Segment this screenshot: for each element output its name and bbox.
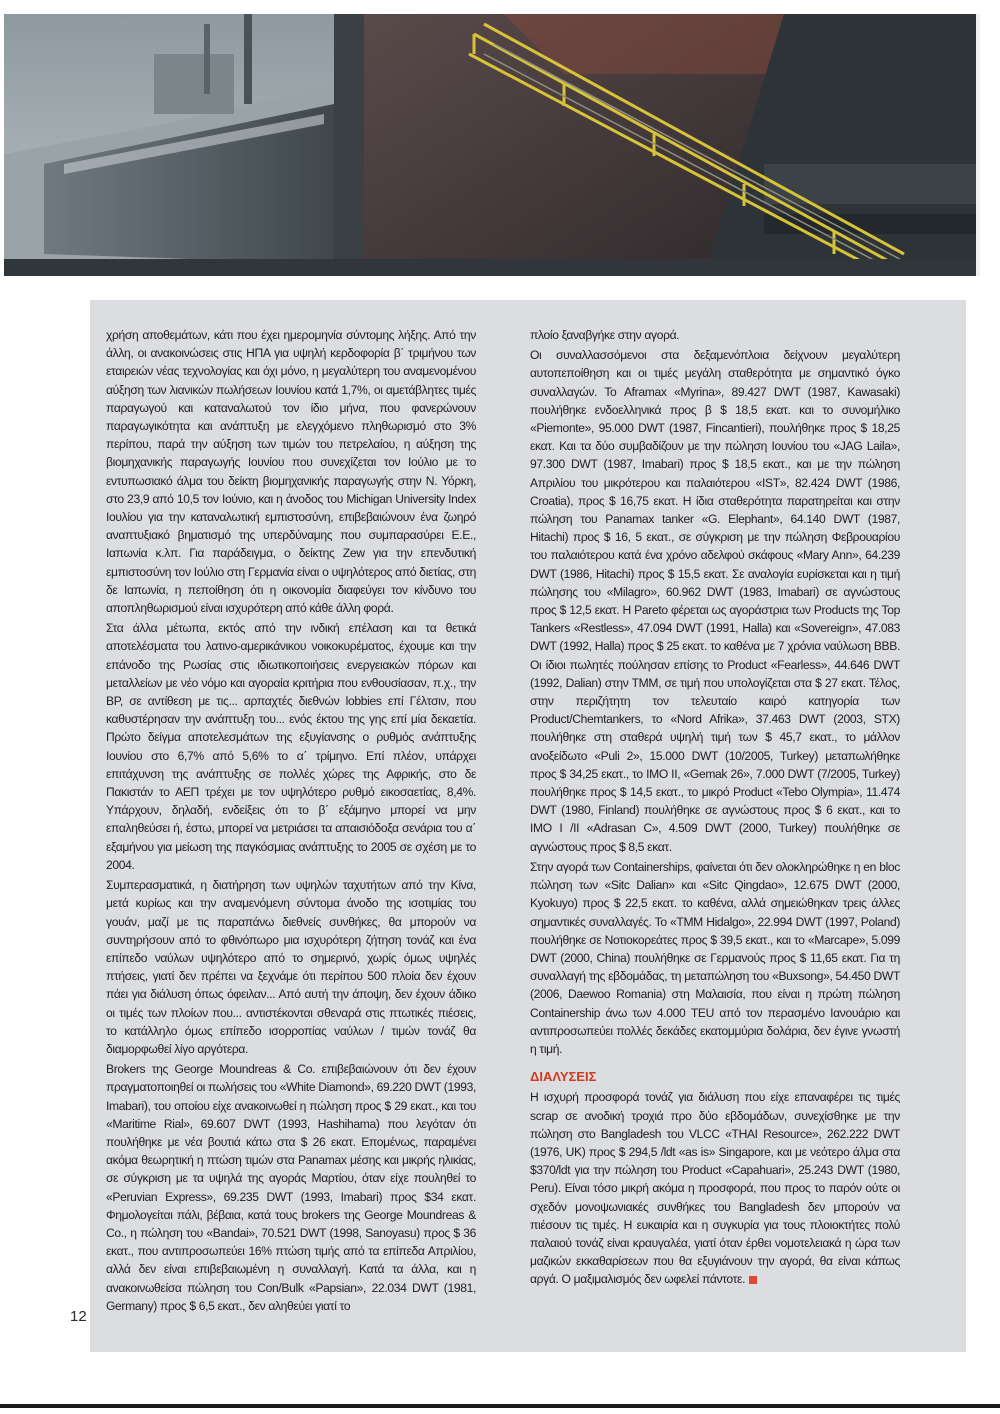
bottom-rule bbox=[0, 1404, 1000, 1408]
header-photo bbox=[4, 14, 977, 276]
right-column bbox=[530, 326, 900, 1291]
left-paragraph-2: Στα άλλα μέτωπα, εκτός από την ινδική επέλαση και τα θετικά αποτελέσματα του λατινο-αμερικάνικου νοικοκυρέματος, έχουμε και την επάνοδο της Ρωσίας στις ιδιωτικοποιήσεις ενεργειακών πόρων και μεταλλείων με νέο νόμο και αγοραία κριτήρια που ενθουσίασαν, π.χ., την BP, σε αντίθεση με τις... αρπαχτές διεθνών lobbies επί Γέλτσιν, που καθυστέρησαν την ανάπτυξη του... ενός έκτου της γης επί μία δεκαετία. Πρώτο δείγμα αποτελεσμάτων της εξυγίανσης ο ρυθμός ανάπτυξης Ιουνίου στο 6,7% από 5,6% το α΄ τρίμηνο. Επί πλέον, υπάρχει επιτάχυνση της ανάπτυξης σε πολλές χώρες της Αφρικής, στο δε Πακιστάν το ΑΕΠ τρέχει με τον υψηλότερο ρυθμό εικοσαετίας, 8,4%. Υπάρχουν, δηλαδή, ενδείξεις ότι το β΄ εξάμηνο μπορεί να μην επαληθεύσει ή, έστω, μπορεί να μετριάσει τα απαισιόδοξα σενάρια του α΄ εξαμήνου για μείωση της παγκόσμιας ανάπτυξης το 2005 σε σχέση με το 2004. bbox=[106, 621, 476, 872]
left-paragraph-3: Συμπερασματικά, η διατήρηση των υψηλών ταχυτήτων από την Κίνα, μετά κυρίως και την αναμενόμενη σύντομα άνοδο της ισοτιμίας του γουάν, μαζί με τις παραπάνω διεθνείς συνθήκες, θα μπορούν να συντηρήσουν από το φθινόπωρο μια ισχυρότερη ζήτηση τονάζ και ένα επίπεδο ναύλων υψηλότερο από το σημερινό, χωρίς όμως υψηλές πτήσεις, γιατί δεν πρέπει να ξεχνάμε ότι περίπου 500 πλοία δεν έχουν πάει για διάλυση όπως όφειλαν... Από αυτή την άποψη, δεν έχουν άδικο οι τιμές των πλοίων που... αντιστέκονται σθεναρά στις πτωτικές πιέσεις, το κατάλληλο όμως επίπεδο ισορροπίας ναύλων / τιμών τονάζ θα διαμορφωθεί λίγο αργότερα. bbox=[106, 878, 476, 1056]
right-paragraph-3: Στην αγορά των Containerships, φαίνεται ότι δεν ολοκληρώθηκε η en bloc πώληση των «Sitc Dalian» και «Sitc Qingdao», 12.675 DWT (2000, Kyokuyo) προς $ 22,5 εκατ. το καθένα, αλλά σημειώθηκαν τρεις άλλες σημαντικές συναλλαγές. Το «TMM Hidalgo», 22.994 DWT (1997, Poland) πουλήθηκε σε Νοτιοκορεάτες προς $ 39,5 εκατ., και το «Marcape», 5.099 DWT (2000, China) πουλήθηκε σε Γερμανούς προς $ 11,65 εκατ. Για τη συναλλαγή της εβδομάδας, τη μεταπώληση του «Buxsong», 54.450 DWT (2006, Daewoo Romania) στη Μαλαισία, που είναι η πρώτη πώληση Containership άνω των 4.000 TEU από τον περασμένο Ιανουάριο και αντιπροσωπεύει πολλές δεκάδες εκατομμύρια δολάρια, δεν έγινε γνωστή η τιμή. bbox=[530, 859, 900, 1056]
page-number: 12 bbox=[70, 1308, 87, 1325]
left-paragraph-1: χρήση αποθεμάτων, κάτι που έχει ημερομηνία σύντομης λήξης. Από την άλλη, οι ανακοινώσεις στις ΗΠΑ για υψηλή κερδοφορία β΄ τριμήνου των εταιρειών νέας τεχνολογίας και όχι μόνο, η μεγαλύτερη του αναμενομένου αύξηση των λιανικών πωλήσεων Ιουνίου κατά 1,7%, οι αμετάβλητες τιμές παραγωγού και καταναλωτού τον ίδιο μήνα, που φανερώνουν παραγωγικότητα και ανάπτυξη με ελεγχόμενο πληθωρισμό στο 3% περίπου, παρά την αύξηση των τιμών του πετρελαίου, η αύξηση της βιομηχανικής παραγωγής Ιουνίου που συνεχίζεται τον Ιούλιο με το εντυπωσιακό άλμα του δείκτη βιομηχανικής παραγωγής στην Ν. Υόρκη, στο 23,9 από 10,5 τον Ιούνιο, και η άνοδος του Michigan University Index Ιουλίου για την καταναλωτική εμπιστοσύνη, επιβεβαιώνουν ένα ζωηρό αναπτυξιακό βηματισμό της υπερδύναμης που συμπαρασύρει Ε.Ε., Ιαπωνία κ.λπ. Για παράδειγμα, ο δείκτης Zew για την επενδυτική εμπιστοσύνη τον Ιούλιο στη Γερμανία είναι ο υψηλότερος από διετίας, στη δε Ιαπωνία, η πεποίθηση ότι η οικονομία διαφεύγει τον κίνδυνο του αποπληθωρισμού είναι ισχυρότερη από κάθε άλλη φορά. bbox=[106, 328, 476, 616]
ship-drydock-illustration bbox=[4, 14, 977, 276]
section-heading-scrapping: ΔΙΑΛΥΣΕΙΣ bbox=[530, 1069, 597, 1085]
scrapping-paragraph bbox=[530, 1088, 900, 1288]
photo-edge bbox=[976, 14, 980, 276]
scrapping-text: Η ισχυρή προσφορά τονάζ για διάλυση που είχε επαναφέρει τις τιμές scrap σε ανοδική τροχιά προ δύο εβδομάδων, συνεχίσθηκε με την πώληση στο Bangladesh του VLCC «THAI Resource», 262.222 DWT (1976, UK) προς $ 294,5 /ldt «as is» Singapore, και με νεότερο άλμα στα $370/ldt για την πώληση του Product «Capahuari», 25.243 DWT (1980, Peru). Είναι τόσο μικρή ακόμα η προσφορά, που προς το παρόν ούτε οι σχεδόν μονοψωνιακές συνθήκες του Bangladesh δεν μπορούν να πιέσουν τις τιμές. Η ευκαιρία και η συγκυρία για τους πλοιοκτήτες πολύ παλαιού τονάζ είναι κραυγαλέα, γιατί όταν έρθει νομοτελειακά η ώρα των μαζικών εκκαθαρίσεων που θα εξυγιάνουν την αγορά, θα είναι κάπως αργά. Ο μαξιμαλισμός δεν ωφελεί πάντοτε. bbox=[530, 1090, 900, 1287]
left-column bbox=[106, 326, 476, 1317]
right-paragraph-2: Οι συναλλασσόμενοι στα δεξαμενόπλοια δείχνουν μεγαλύτερη αυτοπεποίθηση και οι τιμές μεγάλη σταθερότητα με σημαντικό όγκο συναλλαγών. Το Aframax «Myrina», 89.427 DWT (1987, Kawasaki) πουλήθηκε ενδοελληνικά προς β $ 18,5 εκατ. και το συνομήλικο «Piemonte», 95.000 DWT (1987, Fincantieri), πουλήθηκε προς $ 18,25 εκατ. Και τα δύο συμβαδίζουν με την πώληση Ιουνίου του «JAG Laila», 97.300 DWT (1987, Imabari) προς $ 18,5 εκατ., και με την πώληση Απριλίου του μικρότερου και παλαιότερου «IST», 82.424 DWT (1986, Croatia), προς $ 16,75 εκατ. Η ίδια σταθερότητα παρατηρείται και στην πώληση του Panamax tanker «G. Elephant», 64.140 DWT (1987, Hitachi) προς $ 16, 5 εκατ., σε σύγκριση με την πώληση Φεβρουαρίου του παλαιότερου κατά ένα χρόνο αδελφού σκάφους «Mary Ann», 64.239 DWT (1986, Hitachi) προς $ 15,5 εκατ. Σε αναλογία ευρίσκεται και η τιμή πώλησης του «Milagro», 60.962 DWT (1983, Imabari) σε αγνώστους προς $ 12,5 εκατ. Η Pareto φέρεται ως αγοράστρια των Products της Top Tankers «Restless», 47.094 DWT (1991, Halla) και «Sovereign», 47.083 DWT (1992, Halla) προς $ 25 εκατ. το καθένα με 7 χρόνια ναύλωση BBB. Οι ίδιοι πωλητές πούλησαν επίσης το Product «Fearless», 44.646 DWT (1992, Dalian) στην ΤΜΜ, σε τιμή που υπολογίζεται στα $ 27 εκατ. Τέλος, στην περιζήτητη τον τελευταίο καιρό κατηγορία των Product/Chemtankers, το «Nord Afrika», 37.463 DWT (2003, STX) πουλήθηκε στη σταθερά υψηλή τιμή των $ 45,7 εκατ., το μάλλον ανοξείδωτο «Puli 2», 15.000 DWT (10/2005, Turkey) μεταπωλήθηκε προς $ 34,25 εκατ., το IMO II, «Gemak 26», 7.000 DWT (7/2005, Turkey) πουλήθηκε προς $ 14,5 εκατ., το μικρό Product «Tebo Olympia», 11.474 DWT (1980, Finland) πουλήθηκε σε αγνώστους προς $ 6 εκατ., και το IMO I /II «Adrasan C», 4.509 DWT (2000, Turkey) πουλήθηκε σε αγνώστους προς $ 8,5 εκατ. bbox=[530, 348, 900, 854]
right-paragraph-1: πλοίο ξαναβγήκε στην αγορά. bbox=[530, 328, 680, 342]
end-of-article-icon bbox=[749, 1276, 757, 1284]
left-paragraph-4: Brokers της George Moundreas & Co. επιβεβαιώνουν ότι δεν έχουν πραγματοποιηθεί οι πωλήσεις του «White Diamond», 69.220 DWT (1993, Imabari), του οποίου είχε ανακοινωθεί η πώληση προς $ 29 εκατ., και του «Maritime Rial», 69.607 DWT (1993, Hashihama) που λεγόταν ότι πουλήθηκε με νέα βουτιά κάτω στα $ 26 εκατ. Επομένως, παραμένει ακόμα θεωρητική η πτώση τιμών στα Panamax μέσης και μικρής ηλικίας, σε σύγκριση με τα υψηλά της αγοράς Μαρτίου, όταν είχε πουληθεί το «Peruvian Express», 69.235 DWT (1993, Imabari) προς $34 εκατ. Φημολογείται πάλι, βέβαια, κατά τους brokers της George Moundreas & Co., η πώληση του «Bandai», 70.521 DWT (1998, Sanoyasu) προς $ 36 εκατ., που αντιπροσωπεύει 16% πτώση τιμής από τα επίπεδα Απριλίου, αλλά δεν είναι επιβεβαιωμένη η συναλλαγή. Κατά τα άλλα, και η ανακοινωθείσα πώληση του Con/Bulk «Papsian», 22.034 DWT (1981, Germany) προς $ 6,5 εκατ., δεν αληθεύει γιατί το bbox=[106, 1062, 476, 1313]
